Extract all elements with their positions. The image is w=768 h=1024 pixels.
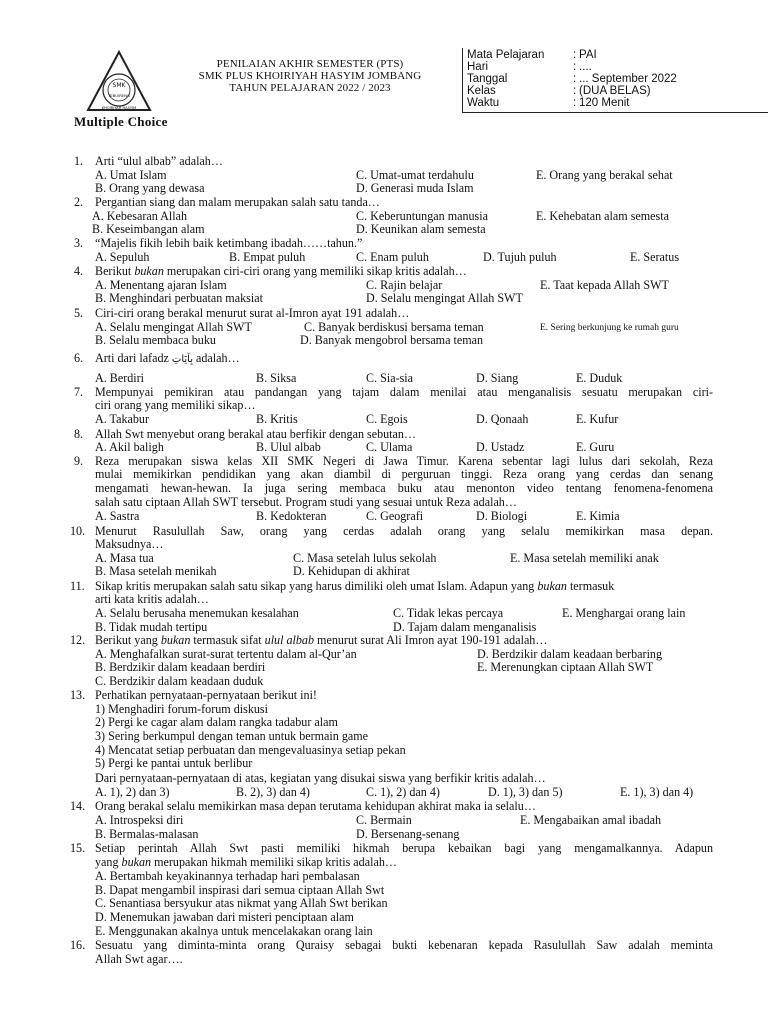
answer-option[interactable]: C. Sia-sia xyxy=(366,371,414,385)
arabic-word: بِآيَاتِ xyxy=(171,354,193,365)
question-text-line: Setiap perintah Allah Swt pasti memiliki hikmah berupa kebaikan bagi yang mengamalkannya. Adapun xyxy=(95,842,713,855)
info-value: ... September 2022 xyxy=(579,73,677,85)
answer-option[interactable]: B. Tidak mudah tertipu xyxy=(95,620,208,634)
question-number: 9. xyxy=(74,454,84,468)
answer-option[interactable]: E. Menghargai orang lain xyxy=(562,606,686,620)
question-text-line: Reza merupakan siswa kelas XII SMK Negeri di Jawa Timur. Karena sebentar lagi lulus dari sekolah, Reza xyxy=(95,455,713,468)
logo-text-bottom: TEBUIRENG xyxy=(107,93,131,98)
answer-option[interactable]: E. Mengabaikan amal ibadah xyxy=(520,813,662,827)
answer-option[interactable]: E. Taat kepada Allah SWT xyxy=(540,278,669,292)
answer-option[interactable]: E. Orang yang berakal sehat xyxy=(536,168,673,182)
question-text-line: Dari pernyataan-pernyataan di atas, kegiatan yang disukai siswa yang berfikir kritis adalah… xyxy=(95,771,546,785)
answer-option[interactable]: D. Bersenang-senang xyxy=(356,827,460,841)
answer-option[interactable]: E. Kehebatan alam semesta xyxy=(536,209,669,223)
school-logo xyxy=(86,50,152,112)
info-colon: : xyxy=(573,49,577,61)
logo-text-ring: KHOIRIYAH HASYIM xyxy=(101,106,137,110)
answer-option[interactable]: B. Keseimbangan alam xyxy=(92,222,205,236)
answer-option[interactable]: B. Dapat mengambil inspirasi dari semua ciptaan Allah Swt xyxy=(95,883,385,897)
answer-option[interactable]: D. Qonaah xyxy=(476,412,529,426)
answer-option[interactable]: D. Berdzikir dalam keadaan berbaring xyxy=(477,647,663,661)
question-text: Pergantian siang dan malam merupakan salah satu tanda… xyxy=(95,195,380,209)
info-label: Hari xyxy=(467,61,489,73)
answer-option[interactable]: D. Tujuh puluh xyxy=(483,250,557,264)
question-text-line: salah satu ciptaan Allah SWT tersebut. Program studi yang sesuai untuk Reza adalah… xyxy=(95,495,517,509)
answer-option[interactable]: E. Sering berkunjung ke rumah guru xyxy=(540,323,679,333)
info-label: Mata Pelajaran xyxy=(467,49,545,61)
answer-option[interactable]: D. Selalu mengingat Allah SWT xyxy=(366,291,523,305)
question-number: 4. xyxy=(74,264,84,278)
answer-option[interactable]: E. 1), 3) dan 4) xyxy=(620,785,694,799)
answer-option[interactable]: A. Takabur xyxy=(95,412,150,426)
answer-option[interactable]: B. Masa setelah menikah xyxy=(95,564,217,578)
answer-option[interactable]: D. Siang xyxy=(476,371,519,385)
answer-option[interactable]: C. Umat-umat terdahulu xyxy=(356,168,474,182)
answer-option[interactable]: B. Ulul albab xyxy=(256,440,321,454)
question-number: 16. xyxy=(70,938,86,952)
exam-info-box xyxy=(462,48,768,113)
answer-option[interactable]: E. Menggunakan akalnya untuk mencelakakan orang lain xyxy=(95,924,373,938)
question-text-line: yang bukan merupakan hikmah memiliki sikap kritis adalah… xyxy=(95,855,397,869)
answer-option[interactable]: A. Bertambah keyakinannya terhadap hari pembalasan xyxy=(95,869,360,883)
answer-option[interactable]: D. Keunikan alam semesta xyxy=(356,222,486,236)
answer-option[interactable]: C. Enam puluh xyxy=(356,250,429,264)
answer-option[interactable]: E. Kimia xyxy=(576,509,620,523)
question-number: 14. xyxy=(70,799,86,813)
question-text: Orang berakal selalu memikirkan masa depan terutama kehidupan akhirat maka ia selalu… xyxy=(95,799,536,813)
question-number: 11. xyxy=(70,579,85,593)
info-label: Waktu xyxy=(467,97,500,109)
info-label: Tanggal xyxy=(467,73,508,85)
answer-option[interactable]: A. Masa tua xyxy=(95,551,154,565)
answer-option[interactable]: E. Duduk xyxy=(576,371,623,385)
question-number: 3. xyxy=(74,236,84,250)
header-title-line: SMK PLUS KHOIRIYAH HASYIM JOMBANG xyxy=(198,70,422,82)
answer-option[interactable]: A. Menentang ajaran Islam xyxy=(95,278,227,292)
answer-option[interactable]: C. Senantiasa bersyukur atas nikmat yang Allah Swt berikan xyxy=(95,896,388,910)
question-text: Berikut bukan merupakan ciri-ciri orang yang memiliki sikap kritis adalah… xyxy=(95,264,467,278)
question-number: 8. xyxy=(74,427,84,441)
answer-option[interactable]: E. Masa setelah memiliki anak xyxy=(510,551,659,565)
info-value: 120 Menit xyxy=(579,97,630,109)
question-number: 12. xyxy=(70,633,86,647)
question-text-line: ciri orang yang memiliki sikap… xyxy=(95,398,256,412)
question-number: 2. xyxy=(74,195,84,209)
answer-option[interactable]: B. Siksa xyxy=(256,371,297,385)
answer-option[interactable]: E. Merenungkan ciptaan Allah SWT xyxy=(477,660,654,674)
info-value: .... xyxy=(579,61,592,73)
answer-option[interactable]: D. Kehidupan di akhirat xyxy=(293,564,410,578)
question-text: Arti dari lafadz بِآيَاتِ adalah… xyxy=(95,351,240,365)
answer-option[interactable]: E. Kufur xyxy=(576,412,619,426)
answer-option[interactable]: C. Banyak berdiskusi bersama teman xyxy=(304,320,484,334)
answer-option[interactable]: A. 1), 2) dan 3) xyxy=(95,785,170,799)
answer-option[interactable]: B. 2), 3) dan 4) xyxy=(236,785,310,799)
question-text-line: Menurut Rasulullah Saw, orang yang cerdas adalah orang yang selalu memikirkan masa depan. xyxy=(95,525,713,538)
answer-option[interactable]: C. Berdzikir dalam keadaan duduk xyxy=(95,674,264,688)
answer-option[interactable]: B. Berdzikir dalam keadaan berdiri xyxy=(95,660,266,674)
section-title: Multiple Choice xyxy=(74,114,168,129)
answer-option[interactable]: A. Selalu mengingat Allah SWT xyxy=(95,320,252,334)
answer-option[interactable]: D. Biologi xyxy=(476,509,528,523)
info-colon: : xyxy=(573,85,577,97)
statement-item: 5) Pergi ke pantai untuk berlibur xyxy=(95,756,253,770)
answer-option[interactable]: A. Selalu berusaha menemukan kesalahan xyxy=(95,606,299,620)
answer-option[interactable]: B. Kritis xyxy=(256,412,298,426)
answer-option[interactable]: D. Menemukan jawaban dari misteri penciptaan alam xyxy=(95,910,354,924)
answer-option[interactable]: B. Bermalas-malasan xyxy=(95,827,199,841)
answer-option[interactable]: B. Kedokteran xyxy=(256,509,327,523)
question-number: 5. xyxy=(74,306,84,320)
question-text-line: mengamati hewan-hewan. Ia juga sering membaca buku atau menonton video tentang fenomena-fenomena xyxy=(95,482,713,495)
answer-option[interactable]: D. Generasi muda Islam xyxy=(356,181,474,195)
info-value: PAI xyxy=(579,49,597,61)
question-text: Berikut yang bukan termasuk sifat ulul albab menurut surat Ali Imron ayat 190-191 adalah… xyxy=(95,633,548,647)
question-text-line: arti kata kritis adalah… xyxy=(95,592,209,606)
header-title-line: TAHUN PELAJARAN 2022 / 2023 xyxy=(229,82,391,94)
exam-header-title xyxy=(160,58,460,94)
question-number: 6. xyxy=(74,351,84,365)
answer-option[interactable]: C. Ulama xyxy=(366,440,413,454)
info-label: Kelas xyxy=(467,85,496,97)
question-number: 7. xyxy=(74,385,84,399)
question-number: 10. xyxy=(70,524,86,538)
info-colon: : xyxy=(573,97,577,109)
answer-option[interactable]: C. Egois xyxy=(366,412,408,426)
question-text: “Majelis fikih lebih baik ketimbang ibadah……tahun.” xyxy=(95,236,363,250)
answer-option[interactable]: A. Sastra xyxy=(95,509,140,523)
answer-option[interactable]: A. Berdiri xyxy=(95,371,145,385)
answer-option[interactable]: E. Seratus xyxy=(630,250,680,264)
answer-option[interactable]: B. Menghindari perbuatan maksiat xyxy=(95,291,263,305)
answer-option[interactable]: D. Banyak mengobrol bersama teman xyxy=(300,333,484,347)
answer-option[interactable]: C. Rajin belajar xyxy=(366,278,443,292)
question-text: Arti “ulul albab” adalah… xyxy=(95,154,223,168)
statement-item: 1) Menghadiri forum-forum diskusi xyxy=(95,702,268,716)
answer-option[interactable]: C. Geografi xyxy=(366,509,424,523)
answer-option[interactable]: B. Orang yang dewasa xyxy=(95,181,205,195)
answer-option[interactable]: C. 1), 2) dan 4) xyxy=(366,785,440,799)
answer-option[interactable]: C. Keberuntungan manusia xyxy=(356,209,488,223)
question-number: 1. xyxy=(74,154,84,168)
info-colon: : xyxy=(573,73,577,85)
header-title-line: PENILAIAN AKHIR SEMESTER (PTS) xyxy=(216,58,404,70)
answer-option[interactable]: A. Menghafalkan surat-surat tertentu dalam al-Qur’an xyxy=(95,647,357,661)
info-colon: : xyxy=(573,61,577,73)
question-text: Ciri-ciri orang berakal menurut surat al-Imron ayat 191 adalah… xyxy=(95,306,410,320)
logo-text-top: SMK xyxy=(112,82,126,89)
info-value: (DUA BELAS) xyxy=(579,85,651,97)
answer-option[interactable]: B. Selalu membaca buku xyxy=(95,333,216,347)
question-text-line: Maksudnya… xyxy=(95,537,164,551)
answer-option[interactable]: D. 1), 3) dan 5) xyxy=(488,785,563,799)
question-text-line: Allah Swt agar…. xyxy=(95,952,183,966)
question-text: Sikap kritis merupakan salah satu sikap yang harus dimiliki oleh umat Islam. Adapun yang bukan termasuk xyxy=(95,579,615,593)
answer-option[interactable]: C. Masa setelah lulus sekolah xyxy=(293,551,437,565)
answer-option[interactable]: A. Akil baligh xyxy=(95,440,164,454)
answer-option[interactable]: C. Tidak lekas percaya xyxy=(393,606,504,620)
answer-option[interactable]: D. Tajam dalam menganalisis xyxy=(393,620,537,634)
answer-option[interactable]: D. Ustadz xyxy=(476,440,525,454)
question-text-line: Sesuatu yang diminta-minta orang Quraisy sebagai bukti kebenaran kepada Rasulullah Saw adalah meminta xyxy=(95,939,713,952)
question-text-line: Mempunyai pemikiran atau pandangan yang tajam dalam menilai atau menganalisis sesuatu merupakan ciri- xyxy=(95,386,713,399)
answer-option[interactable]: A. Introspeksi diri xyxy=(95,813,184,827)
answer-option[interactable]: C. Bermain xyxy=(356,813,412,827)
answer-option[interactable]: A. Umat Islam xyxy=(95,168,167,182)
question-text-line: mulai memikirkan pendidikan yang akan diambil di perguruan tinggi. Reza orang yang cerdas dan senang xyxy=(95,468,713,481)
statement-item: 3) Sering berkumpul dengan teman untuk bermain game xyxy=(95,729,369,743)
answer-option[interactable]: E. Guru xyxy=(576,440,615,454)
question-number: 15. xyxy=(70,841,86,855)
question-text: Perhatikan pernyataan-pernyataan berikut ini! xyxy=(95,688,317,702)
statement-item: 4) Mencatat setiap perbuatan dan mengevaluasinya setiap pekan xyxy=(95,743,406,757)
answer-option[interactable]: A. Kebesaran Allah xyxy=(92,209,188,223)
statement-item: 2) Pergi ke cagar alam dalam rangka tadabur alam xyxy=(95,715,338,729)
answer-option[interactable]: B. Empat puluh xyxy=(229,250,306,264)
answer-option[interactable]: A. Sepuluh xyxy=(95,250,150,264)
question-text: Allah Swt menyebut orang berakal atau berfikir dengan sebutan… xyxy=(95,427,417,441)
question-number: 13. xyxy=(70,688,86,702)
